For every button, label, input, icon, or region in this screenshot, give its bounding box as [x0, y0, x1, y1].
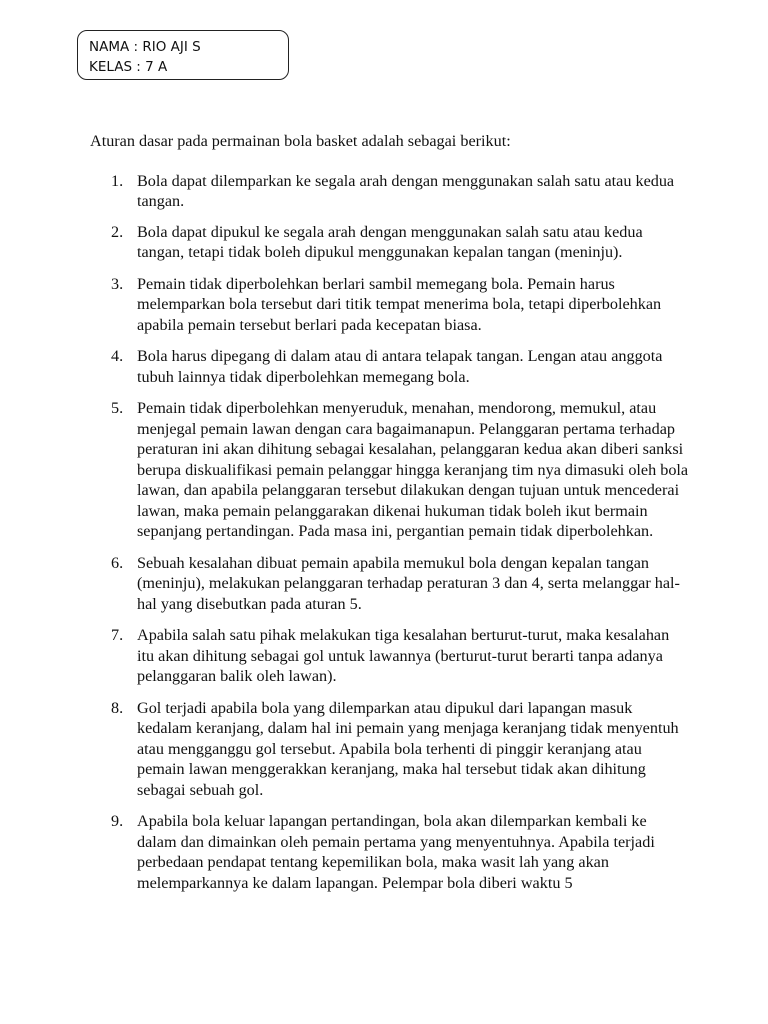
rule-text: Bola dapat dipukul ke segala arah dengan menggunakan salah satu atau kedua tangan, tetapi tidak boleh dipukul menggunakan kepalan tangan (meninju). [137, 222, 643, 261]
rules-list [90, 171, 690, 894]
rule-item-3 [90, 274, 690, 336]
student-name: NAMA : RIO AJI S [89, 39, 201, 55]
rule-text: Bola dapat dilemparkan ke segala arah dengan menggunakan salah satu atau kedua tangan. [137, 171, 675, 210]
rule-number: 2. [111, 222, 124, 241]
rule-number: 7. [111, 626, 124, 644]
rule-text: Bola harus dipegang di dalam atau di antara telapak tangan. Lengan atau anggota tubuh lainnya tidak diperbolehkan memegang bola. [137, 347, 663, 386]
rule-text: Gol terjadi apabila bola yang dilemparkan atau dipukul dari lapangan masuk kedalam keranjang, dalam hal ini pemain yang menjaga keranjang tidak menyentuh atau mengganggu gol tersebut. Apabila bola terhenti di pinggir keranjang atau pemain lawan menggerakkan keranjang, maka hal tersebut tidak akan dihitung sebagai sebuah gol. [137, 698, 679, 799]
rule-number: 5. [111, 399, 124, 417]
rule-item-8 [90, 698, 690, 801]
student-id-box [77, 30, 289, 80]
student-class: KELAS : 7 A [89, 59, 168, 75]
rule-number: 9. [111, 812, 124, 830]
rule-item-9 [90, 811, 690, 893]
rule-number: 6. [111, 553, 124, 572]
rule-text: Apabila salah satu pihak melakukan tiga kesalahan berturut-turut, maka kesalahan itu akan dihitung sebagai gol untuk lawannya (berturut-turut berarti tanpa adanya pelanggaran balik oleh lawan). [137, 626, 670, 685]
rule-item-2 [90, 222, 690, 263]
rule-number: 8. [111, 698, 124, 717]
rule-number: 4. [111, 347, 124, 365]
rule-text: Pemain tidak diperbolehkan menyeruduk, menahan, mendorong, memukul, atau menjegal pemain lawan dengan cara bagaimanapun. Pelanggaran pertama terhadap peraturan ini akan dihitung sebagai kesalahan, pelanggaran kedua akan diberi sanksi berupa diskualifikasi pemain pelanggar hingga keranjang tim nya dimasuki oleh bola lawan, dan apabila pelanggaran tersebut dilakukan dengan tujuan untuk mencederai lawan, maka pemain pelanggarakan dikenai hukuman tidak boleh ikut bermain sepanjang pertandingan. Pada masa ini, pergantian pemain tidak diperbolehkan. [137, 399, 689, 540]
rule-item-5 [90, 398, 690, 542]
rule-item-6 [90, 553, 690, 615]
rule-item-1 [90, 171, 690, 212]
rule-text: Sebuah kesalahan dibuat pemain apabila memukul bola dengan kepalan tangan (meninju), melakukan pelanggaran terhadap peraturan 3 dan 4, serta melanggar hal-hal yang disebutkan pada aturan 5. [137, 553, 680, 613]
rule-item-7 [90, 625, 690, 687]
rule-number: 1. [111, 171, 124, 190]
rule-number: 3. [111, 274, 124, 293]
rule-item-4 [90, 346, 690, 387]
rule-text: Apabila bola keluar lapangan pertandingan, bola akan dilemparkan kembali ke dalam dan dimainkan oleh pemain pertama yang menyentuhnya. Apabila terjadi perbedaan pendapat tentang kepemilikan bola, maka wasit lah yang akan melemparkannya ke dalam lapangan. Pelempar bola diberi waktu 5 [137, 812, 655, 892]
rule-text: Pemain tidak diperbolehkan berlari sambil memegang bola. Pemain harus melemparkan bola tersebut dari titik tempat menerima bola, tetapi diperbolehkan apabila pemain tersebut berlari pada kecepatan biasa. [137, 274, 662, 334]
intro-text: Aturan dasar pada permainan bola basket adalah sebagai berikut: [90, 132, 511, 150]
rules-document [90, 131, 690, 904]
